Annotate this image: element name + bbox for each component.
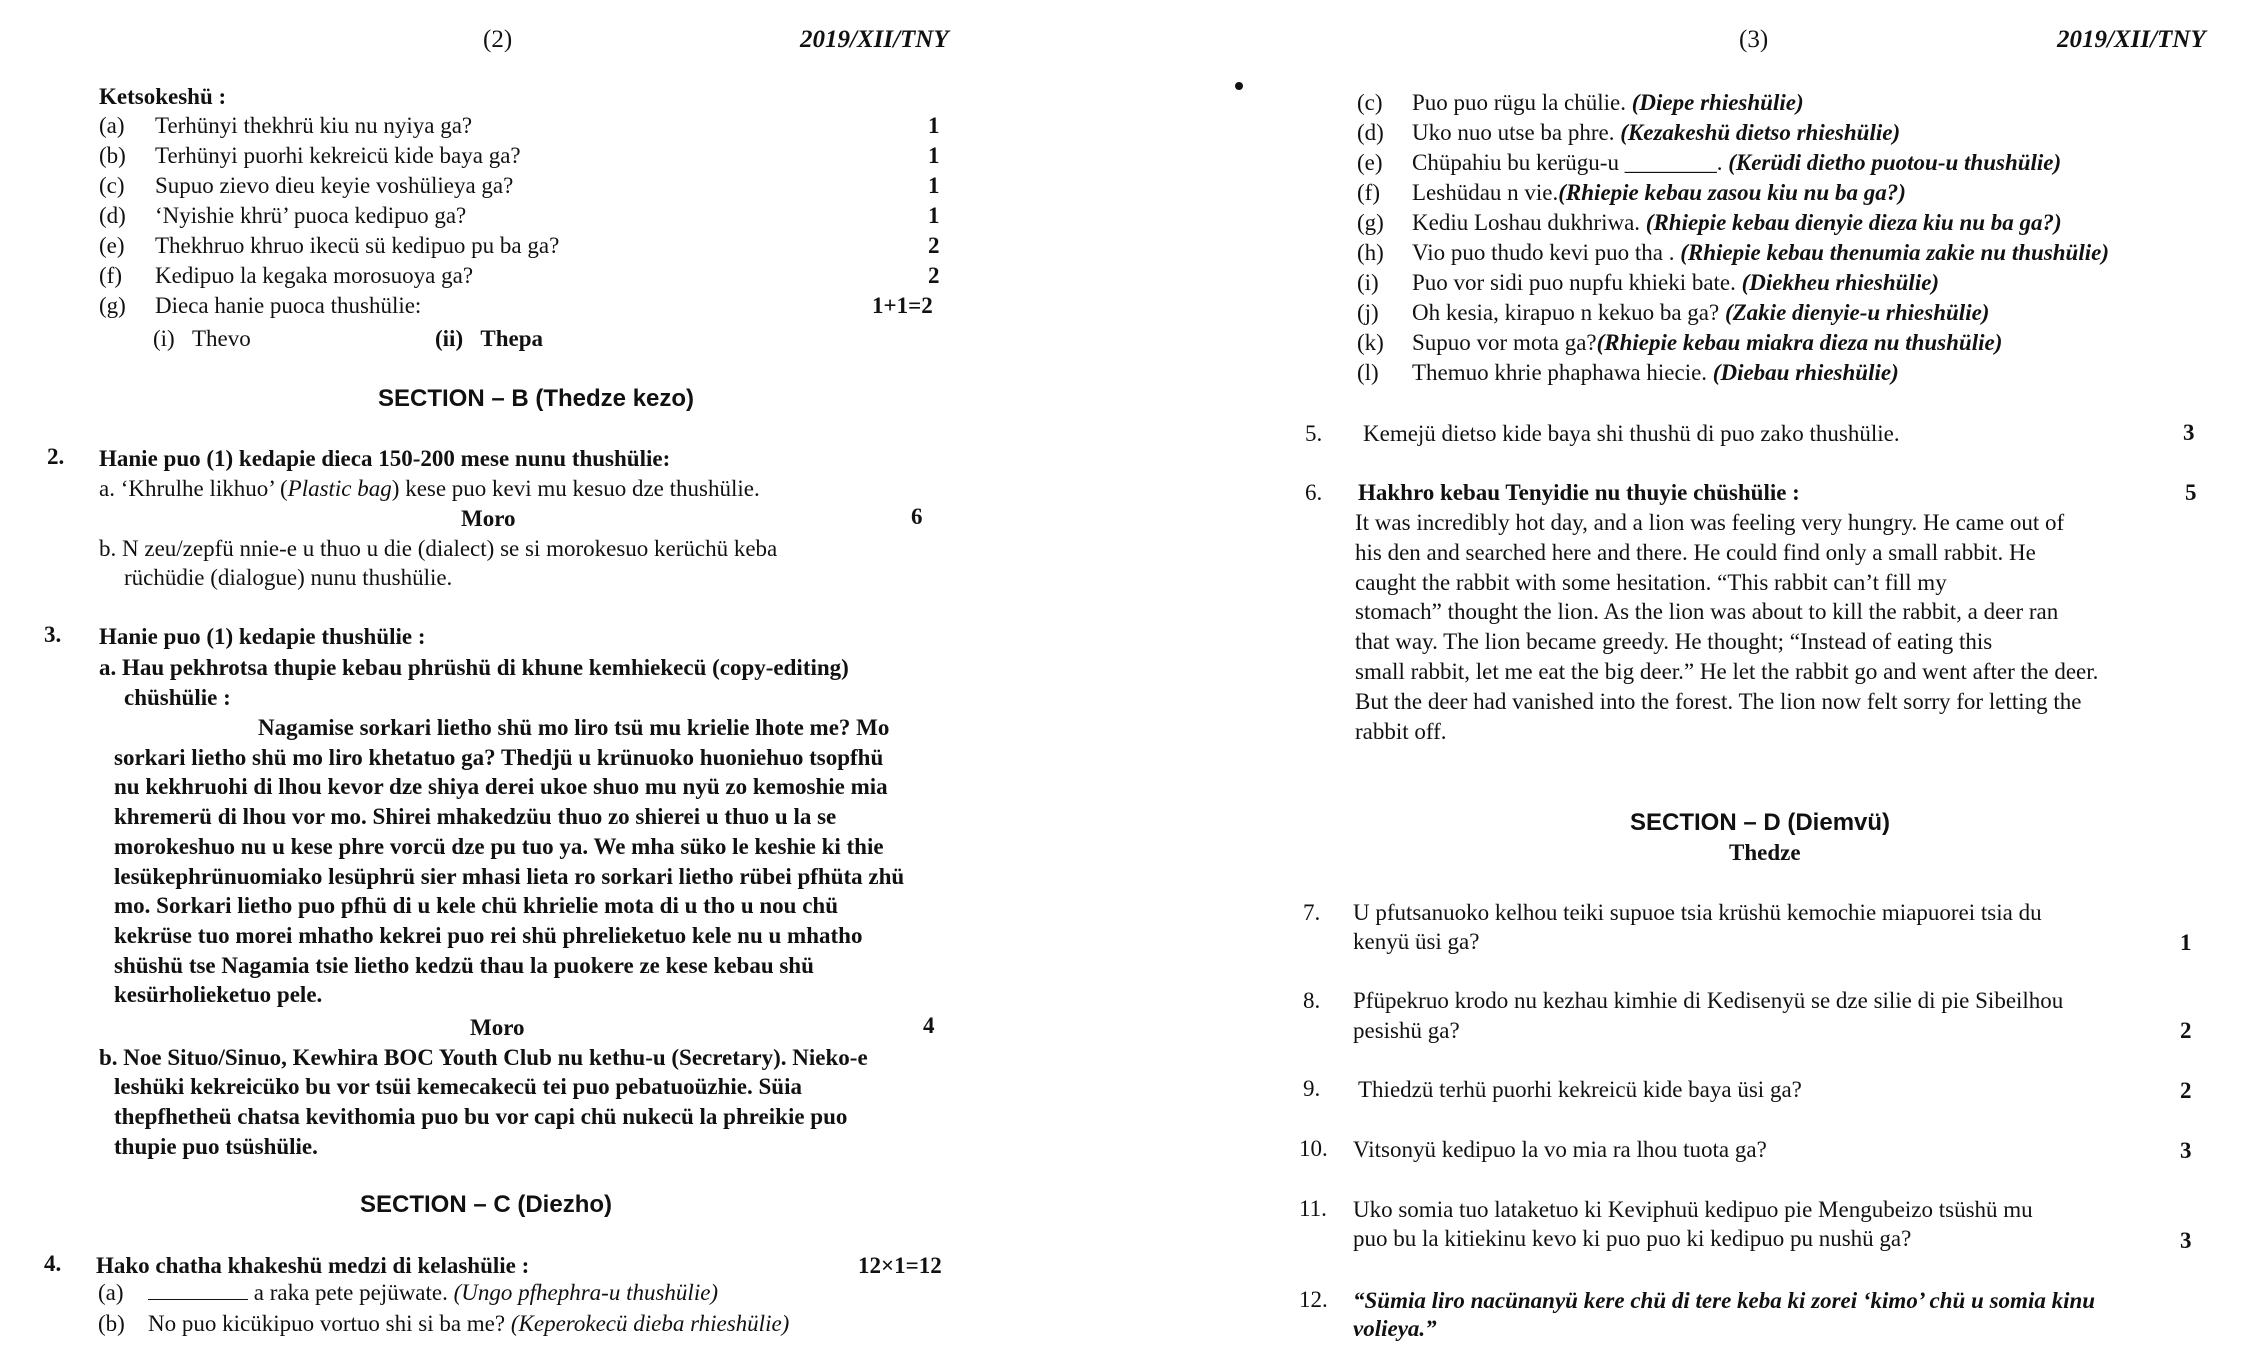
- q11-line2: puo bu la kitiekinu kevo ki puo puo ki kedipuo pu nushü ga?: [1353, 1226, 1912, 1251]
- q4b-text: No puo kicükipuo vortuo shi si ba me? (Keperokecü dieba rhieshülie): [148, 1311, 790, 1336]
- passage-line: small rabbit, let me eat the big deer.” He let the rabbit go and went after the deer.: [1355, 658, 2099, 684]
- q3b-line: leshüki kekreicüko bu vor tsüi kemecakecü tei puo pebatuoüzhie. Süia: [114, 1074, 802, 1099]
- item-label: (j): [1357, 300, 1379, 325]
- answer-blank: [148, 1281, 248, 1300]
- item-sentence: Puo vor sidi puo nupfu khieki bate.: [1412, 270, 1742, 295]
- item-label: (i): [1357, 270, 1379, 295]
- left-page: [0, 0, 1125, 1345]
- section-b-heading: SECTION – B (Thedze kezo): [378, 385, 695, 412]
- q3a-line2: chüshülie :: [124, 685, 231, 710]
- item-text: [1412, 178, 1906, 208]
- ketso-item-marks: 2: [928, 263, 940, 288]
- q9-text: Thiedzü terhü puorhi kekreicü kide baya üsi ga?: [1358, 1077, 1802, 1102]
- q2b-line1: b. N zeu/zepfü nnie-e u thuo u die (dialect) se si morokesuo kerüchü keba: [99, 536, 778, 561]
- item-sentence: Oh kesia, kirapuo n kekuo ba ga?: [1412, 300, 1725, 325]
- passage-line: shüshü tse Nagamia tsie lietho kedzü thau la puokere ze kese kebau shü: [114, 952, 814, 978]
- q9-marks: 2: [2180, 1078, 2192, 1103]
- item-text: [1412, 298, 1989, 328]
- item-text: [1412, 358, 1899, 388]
- section-d-subheading: Thedze: [1729, 840, 1801, 865]
- q3a-passage: [114, 713, 944, 1010]
- ketso-heading: Ketsokeshü :: [99, 84, 227, 109]
- passage-line: kekrüse tuo morei mhatho kekrei puo rei shü phrelieketuo kele nu u mhatho: [114, 922, 863, 948]
- section-d-heading: SECTION – D (Diemvü): [1630, 809, 1891, 836]
- ketso-item-marks: 1: [928, 143, 940, 168]
- item-sentence: Uko nuo utse ba phre.: [1412, 120, 1621, 145]
- ketso-item-text: Supuo zievo dieu keyie voshülieya ga?: [155, 173, 514, 198]
- q3a-line1: a. Hau pekhrotsa thupie kebau phrüshü di khune kemhiekecü (copy-editing): [99, 655, 849, 680]
- q11-marks: 3: [2180, 1228, 2192, 1253]
- q7-line1: U pfutsanuoko kelhou teiki supuoe tsia krüshü kemochie miapuorei tsia du: [1353, 900, 2042, 925]
- q2-moro: Moro: [461, 506, 516, 531]
- item-instruction: (Rhiepie kebau dienyie dieza kiu nu ba ga?): [1645, 210, 2062, 235]
- ketso-item-marks: 1+1=2: [872, 293, 933, 318]
- q3b-line: thupie puo tsüshülie.: [114, 1134, 318, 1159]
- q8-line2: pesishü ga?: [1353, 1018, 1460, 1043]
- page-number: (3): [1739, 26, 1769, 53]
- passage-line: his den and searched here and there. He could find only a small rabbit. He: [1355, 539, 2036, 565]
- q9-number: 9.: [1303, 1076, 1321, 1101]
- ketso-item-marks: 1: [928, 173, 940, 198]
- q7-line2: kenyü üsi ga?: [1353, 929, 1480, 954]
- item-label: (l): [1357, 360, 1379, 385]
- item-instruction: (Rhiepie kebau thenumia zakie nu thushülie): [1680, 240, 2109, 265]
- item-instruction: (Diepe rhieshülie): [1631, 90, 1804, 115]
- paper-code: 2019/XII/TNY: [800, 26, 949, 53]
- q3b-line: b. Noe Situo/Sinuo, Kewhira BOC Youth Club nu kethu-u (Secretary). Nieko-e: [99, 1045, 868, 1070]
- passage-line: Nagamise sorkari lietho shü mo liro tsü mu krielie lhote me? Mo: [258, 715, 890, 740]
- ketso-item-label: (g): [99, 293, 126, 318]
- passage-line: rabbit off.: [1355, 718, 1447, 744]
- item-sentence: Supuo vor mota ga?: [1412, 330, 1597, 355]
- q12-number: 12.: [1299, 1287, 1328, 1312]
- page-number: (2): [483, 26, 513, 53]
- item-instruction: (Rhiepie kebau miakra dieza nu thushülie): [1596, 330, 2003, 355]
- q8-number: 8.: [1303, 988, 1321, 1013]
- q5-marks: 3: [2183, 420, 2195, 445]
- passage-line: sorkari lietho shü mo liro khetatuo ga? Thedjü u krünuoko huoniehuo tsopfhü: [114, 744, 884, 770]
- item-instruction: (Kezakeshü dietso rhieshülie): [1620, 120, 1901, 145]
- item-text: [1412, 208, 2062, 238]
- ketso-item-text: Thekhruo khruo ikecü sü kedipuo pu ba ga?: [155, 233, 560, 258]
- q4-text: Hako chatha khakeshü medzi di kelashülie :: [96, 1253, 530, 1278]
- passage-line: But the deer had vanished into the forest. The lion now felt sorry for letting the: [1355, 688, 2082, 714]
- item-label: (k): [1357, 330, 1384, 355]
- q3-marks: 4: [923, 1013, 935, 1038]
- item-label: (c): [1357, 90, 1383, 115]
- item-sentence: Kediu Loshau dukhriwa.: [1412, 210, 1646, 235]
- item-instruction: (Diekheu rhieshülie): [1741, 270, 1940, 295]
- q6-text: Hakhro kebau Tenyidie nu thuyie chüshülie :: [1358, 480, 1800, 505]
- item-instruction: (Zakie dienyie-u rhieshülie): [1724, 300, 1990, 325]
- item-text: [1412, 88, 1804, 118]
- q4a-label: (a): [98, 1280, 124, 1305]
- ketso-item-label: (f): [99, 263, 122, 288]
- q2-marks: 6: [911, 504, 923, 529]
- q10-text: Vitsonyü kedipuo la vo mia ra lhou tuota ga?: [1353, 1137, 1767, 1162]
- q10-marks: 3: [2180, 1138, 2192, 1163]
- q2-number: 2.: [47, 444, 65, 469]
- passage-line: that way. The lion became greedy. He thought; “Instead of eating this: [1355, 629, 1993, 655]
- q3-moro: Moro: [470, 1015, 525, 1040]
- ketso-item-marks: 2: [928, 233, 940, 258]
- q5-number: 5.: [1305, 421, 1323, 446]
- q3b-line: thepfhetheü chatsa kevithomia puo bu vor capi chü nukecü la phreikie puo: [114, 1104, 848, 1129]
- item-text: [1412, 118, 1900, 148]
- ketso-item-text: Terhünyi thekhrü kiu nu nyiya ga?: [155, 113, 473, 138]
- q7-number: 7.: [1303, 900, 1321, 925]
- ketso-item-label: (a): [99, 113, 125, 138]
- q2b-line2: rüchüdie (dialogue) nunu thushülie.: [124, 565, 453, 590]
- ketso-item-text: Terhünyi puorhi kekreicü kide baya ga?: [155, 143, 521, 168]
- item-label: (g): [1357, 210, 1384, 235]
- passage-line: nu kekhruohi di lhou kevor dze shiya derei ukoe shuo mu nyü zo kemoshie mia: [114, 774, 888, 800]
- passage-line: khremerü di lhou vor mo. Shirei mhakedzüu thuo zo shierei u thuo u la se: [114, 804, 837, 830]
- passage-line: kesürholieketuo pele.: [114, 982, 323, 1008]
- item-instruction: (Kerüdi dietho puotou-u thushülie): [1728, 150, 2062, 175]
- item-sentence: Chüpahiu bu kerügu-u ________.: [1412, 150, 1729, 175]
- item-text: [1412, 148, 2061, 178]
- q12-line1: “Sümia liro nacünanyü kere chü di tere keba ki zorei ‘kimo’ chü u somia kinu: [1353, 1288, 2096, 1313]
- item-label: (e): [1357, 150, 1383, 175]
- g-sub-ii: (ii) Thepa: [435, 326, 543, 351]
- passage-line: It was incredibly hot day, and a lion was feeling very hungry. He came out of: [1355, 510, 2065, 535]
- item-text: [1412, 328, 2002, 358]
- ketso-item-label: (e): [99, 233, 125, 258]
- q4a-text: a raka pete pejüwate. (Ungo pfhephra-u thushülie): [148, 1278, 718, 1308]
- q6-passage: [1355, 508, 2098, 746]
- ketso-item-label: (b): [99, 143, 126, 168]
- ketso-item-marks: 1: [928, 203, 940, 228]
- item-label: (d): [1357, 120, 1384, 145]
- passage-line: lesükephrünuomiako lesüphrü sier mhasi lieta ro sorkari lietho rübei pfhüta zhü: [114, 863, 905, 889]
- ketso-item-marks: 1: [928, 113, 940, 138]
- ketso-item-text: ‘Nyishie khrü’ puoca kedipuo ga?: [155, 203, 467, 228]
- item-label: (f): [1357, 180, 1380, 205]
- section-c-heading: SECTION – C (Diezho): [360, 1191, 613, 1218]
- q4b-label: (b): [98, 1311, 125, 1336]
- q11-number: 11.: [1299, 1196, 1327, 1221]
- q10-number: 10.: [1299, 1136, 1328, 1161]
- q5-text: Kemejü dietso kide baya shi thushü di puo zako thushülie.: [1363, 421, 1900, 446]
- q8-marks: 2: [2180, 1018, 2192, 1043]
- q4-number: 4.: [44, 1251, 62, 1276]
- q2-text: Hanie puo (1) kedapie dieca 150-200 mese nunu thushülie:: [99, 446, 671, 471]
- item-sentence: Leshüdau n vie.: [1412, 180, 1559, 205]
- item-sentence: Puo puo rügu la chülie.: [1412, 90, 1632, 115]
- q3-number: 3.: [44, 622, 62, 647]
- passage-line: morokeshuo nu u kese phre vorcü dze pu tuo ya. We mha süko le keshie ki thie: [114, 833, 884, 859]
- ketso-item-label: (d): [99, 203, 126, 228]
- q6-marks: 5: [2185, 480, 2197, 505]
- q2a-text: a. ‘Khrulhe likhuo’ (Plastic bag) kese puo kevi mu kesuo dze thushülie.: [99, 476, 760, 501]
- item-sentence: Themuo khrie phaphawa hiecie.: [1412, 360, 1713, 385]
- q4-marks: 12×1=12: [858, 1253, 942, 1278]
- q12-line2: volieya.”: [1353, 1316, 1437, 1341]
- item-text: [1412, 238, 2109, 268]
- ketso-item-text: Dieca hanie puoca thushülie:: [155, 293, 422, 318]
- q6-number: 6.: [1305, 480, 1323, 505]
- q11-line1: Uko somia tuo lataketuo ki Keviphuü kedipuo pie Mengubeizo tsüshü mu: [1353, 1197, 2033, 1222]
- item-text: [1412, 268, 1939, 298]
- right-page: [1125, 0, 2251, 1345]
- item-label: (h): [1357, 240, 1384, 265]
- item-instruction: (Diebau rhieshülie): [1712, 360, 1899, 385]
- item-instruction: (Rhiepie kebau zasou kiu nu ba ga?): [1558, 180, 1906, 205]
- q8-line1: Pfüpekruo krodo nu kezhau kimhie di Kedisenyü se dze silie di pie Sibeilhou: [1353, 988, 2064, 1013]
- item-sentence: Vio puo thudo kevi puo tha .: [1412, 240, 1681, 265]
- passage-line: stomach” thought the lion. As the lion was about to kill the rabbit, a deer ran: [1355, 599, 2059, 625]
- q3-text: Hanie puo (1) kedapie thushülie :: [99, 624, 426, 649]
- g-sub-i: (i) Thevo: [153, 326, 251, 351]
- paper-code: 2019/XII/TNY: [2057, 26, 2206, 53]
- passage-line: caught the rabbit with some hesitation. “This rabbit can’t fill my: [1355, 569, 1947, 595]
- q7-marks: 1: [2180, 930, 2192, 955]
- passage-line: mo. Sorkari lietho puo pfhü di u kele chü khrielie mota di u tho u nou chü: [114, 893, 839, 919]
- ketso-item-label: (c): [99, 173, 125, 198]
- print-speck: [1235, 82, 1243, 90]
- ketso-item-text: Kedipuo la kegaka morosuoya ga?: [155, 263, 474, 288]
